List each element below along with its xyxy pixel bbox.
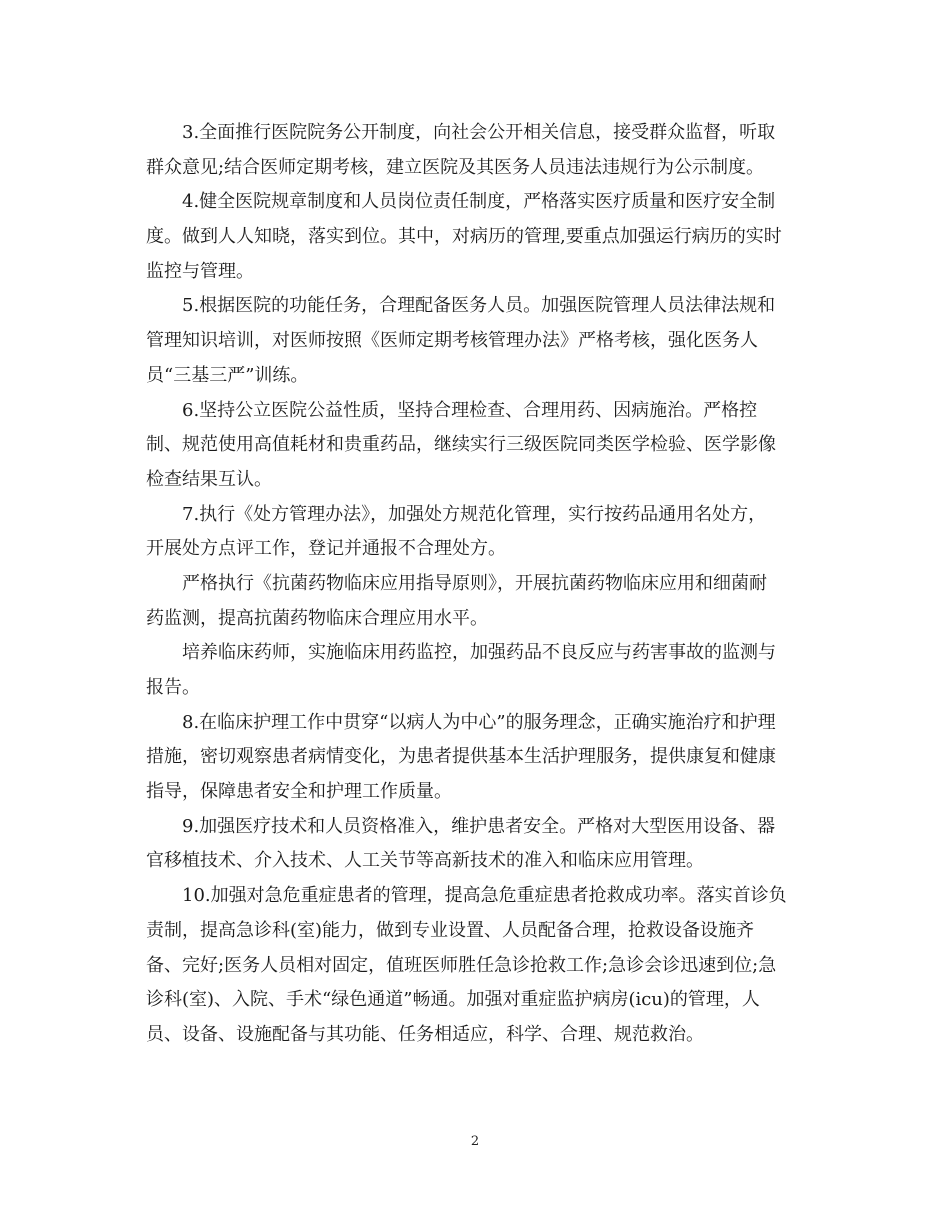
paragraph-line: 报告。 (146, 677, 200, 698)
paragraph (146, 879, 806, 1052)
paragraph-line: 3.全面推行医院院务公开制度，向社会公开相关信息，接受群众监督，听取 (182, 122, 776, 143)
paragraph-line: 7.执行《处方管理办法》，加强处方规范化管理，实行按药品通用名处方， (182, 503, 767, 525)
paragraph-line: 度。做到人人知晓，落实到位。其中，对病历的管理,要重点加强运行病历的实时 (146, 226, 782, 248)
paragraph (146, 706, 806, 810)
paragraph (146, 394, 806, 498)
paragraph-line: 制、规范使用高值耗材和贵重药品，继续实行三级医院同类医学检验、医学影像 (146, 434, 776, 456)
paragraph-line: 检查结果互认。 (146, 468, 272, 490)
paragraph-line: 10.加强对急危重症患者的管理，提高急危重症患者抢救成功率。落实首诊负 (182, 885, 787, 907)
paragraph-line: 群众意见;结合医师定期考核，建立医院及其医务人员违法违规行为公示制度。 (146, 156, 765, 178)
paragraph-line: 6.坚持公立医院公益性质，坚持合理检查、合理用药、因病施治。严格控 (182, 399, 758, 421)
paragraph (146, 289, 806, 393)
paragraph-line: 指导，保障患者安全和护理工作质量。 (146, 781, 452, 803)
paragraph-line: 责制，提高急诊科(室)能力，做到专业设置、人员配备合理，抢救设备设施齐 (146, 919, 755, 941)
paragraph-line: 9.加强医疗技术和人员资格准入，维护患者安全。严格对大型医用设备、器 (182, 815, 776, 837)
paragraph-line: 严格执行《抗菌药物临床应用指导原则》，开展抗菌药物临床应用和细菌耐 (182, 572, 767, 594)
paragraph-line: 5.根据医院的功能任务，合理配备医务人员。加强医院管理人员法律法规和 (182, 295, 776, 317)
paragraph-line: 诊科(室)、入院、手术“绿色通道”畅通。加强对重症监护病房(icu)的管理，人 (146, 989, 760, 1011)
paragraph-line: 措施，密切观察患者病情变化，为患者提供基本生活护理服务，提供康复和健康 (146, 746, 776, 768)
paragraph (146, 498, 806, 567)
paragraph (146, 116, 806, 185)
page-number: 2 (470, 1134, 480, 1149)
paragraph (146, 567, 806, 636)
paragraph-line: 员、设备、设施配备与其功能、任务相适应，科学、合理、规范救治。 (146, 1023, 704, 1045)
paragraph (146, 185, 806, 289)
paragraph-line: 备、完好;医务人员相对固定，值班医师胜任急诊抢救工作;急诊会诊迅速到位;急 (146, 954, 777, 976)
paragraph-line: 官移植技术、介入技术、人工关节等高新技术的准入和临床应用管理。 (146, 850, 704, 872)
paragraph-line: 8.在临床护理工作中贯穿“以病人为中心”的服务理念，正确实施治疗和护理 (182, 711, 776, 733)
paragraph (146, 810, 806, 879)
paragraph-line: 员“三基三严”训练。 (146, 364, 309, 386)
paragraph-line: 药监测，提高抗菌药物临床合理应用水平。 (146, 607, 488, 629)
paragraph-line: 开展处方点评工作，登记并通报不合理处方。 (146, 538, 506, 560)
paragraph-line: 管理知识培训，对医师按照《医师定期考核管理办法》严格考核，强化医务人 (146, 330, 758, 352)
paragraph-line: 培养临床药师，实施临床用药监控，加强药品不良反应与药害事故的监测与 (182, 642, 776, 664)
paragraph-line: 4.健全医院规章制度和人员岗位责任制度，严格落实医疗质量和医疗安全制 (182, 191, 776, 213)
paragraph-line: 监控与管理。 (146, 260, 254, 282)
paragraph (146, 636, 806, 705)
document-body (146, 116, 806, 1053)
